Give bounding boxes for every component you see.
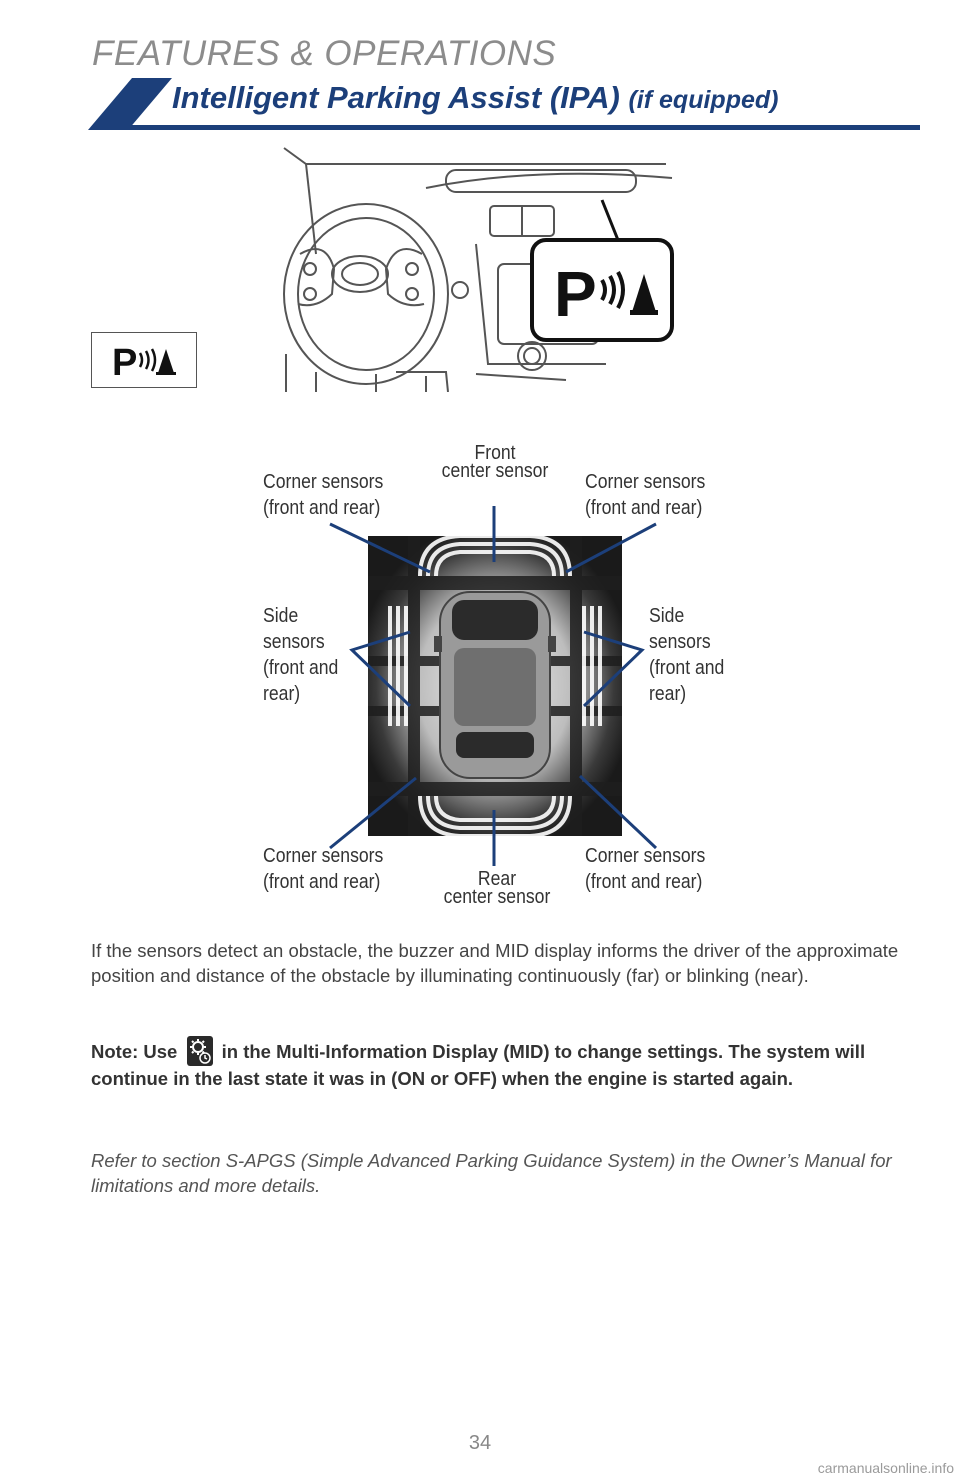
label-corner-rear-right: Corner sensors (front and rear) <box>585 845 706 893</box>
page-title-suffix: (if equipped) <box>628 86 779 114</box>
label-side-right: Side sensors (front and rear) <box>649 605 725 705</box>
note-text: in the Multi-Information Display (MID) to change settings. The system will continue in the last state it was in (ON or OFF) when the engine is started again. <box>91 1041 866 1089</box>
label-front-center: Front center sensor <box>441 442 549 482</box>
description-paragraph: If the sensors detect an obstacle, the buzzer and MID display informs the driver of the approximate position and distance of the obstacle by illuminating continuously (far) or blinking (near). <box>91 940 899 986</box>
settings-note <box>91 1036 911 1091</box>
label-corner-rear-left: Corner sensors (front and rear) <box>263 845 384 893</box>
settings-gear-icon <box>187 1036 213 1066</box>
svg-text:P: P <box>554 258 597 330</box>
page-title: Intelligent Parking Assist (IPA) (if equipped) <box>172 80 779 115</box>
section-heading: FEATURES & OPERATIONS <box>92 34 557 73</box>
label-side-left: Side sensors (front and rear) <box>263 605 339 705</box>
label-corner-front-right: Corner sensors (front and rear) <box>585 471 706 519</box>
page-number: 34 <box>468 1432 492 1454</box>
label-corner-front-left: Corner sensors (front and rear) <box>263 471 384 519</box>
reference-text: Refer to section S-APGS (Simple Advanced Parking Guidance System) in the Owner’s Manual for limitations and more details. <box>91 1150 892 1196</box>
note-prefix: Note: Use <box>91 1041 178 1062</box>
svg-text:P: P <box>112 342 138 384</box>
watermark: carmanualsonline.info <box>817 1460 954 1476</box>
label-rear-center: Rear center sensor <box>443 868 551 908</box>
